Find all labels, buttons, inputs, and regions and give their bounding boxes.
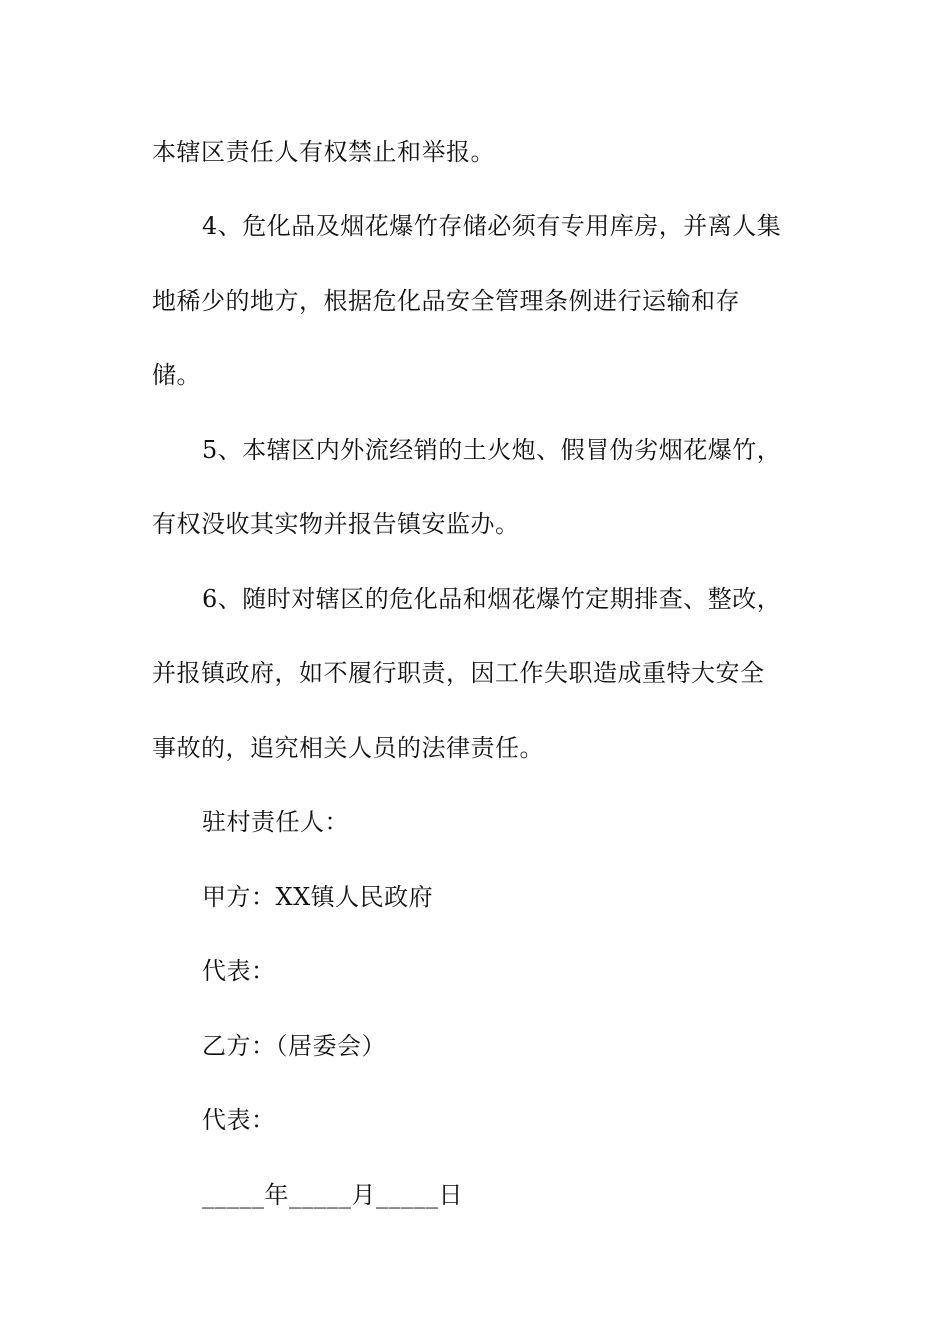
party-b-representative-label: 代表： bbox=[202, 1106, 276, 1134]
date-line: _____年_____月_____日 bbox=[202, 1181, 463, 1209]
paragraph-line: 储。 bbox=[152, 361, 201, 389]
paragraph-line: 并报镇政府，如不履行职责，因工作失职造成重特大安全 bbox=[152, 659, 765, 687]
paragraph-line: 5、本辖区内外流经销的土火炮、假冒伪劣烟花爆竹， bbox=[202, 436, 782, 464]
party-b-label: 乙方：（居委会） bbox=[202, 1032, 386, 1060]
paragraph-line: 地稀少的地方，根据危化品安全管理条例进行运输和存 bbox=[152, 287, 740, 315]
village-responsible-label: 驻村责任人： bbox=[202, 808, 349, 836]
party-a-representative-label: 代表： bbox=[202, 957, 276, 985]
party-a-label: 甲方：XX镇人民政府 bbox=[202, 883, 434, 911]
paragraph-line: 4、危化品及烟花爆竹存储必须有专用库房，并离人集 bbox=[202, 212, 782, 240]
paragraph-line: 6、随时对辖区的危化品和烟花爆竹定期排查、整改， bbox=[202, 585, 782, 613]
paragraph-line: 有权没收其实物并报告镇安监办。 bbox=[152, 510, 520, 538]
paragraph-line: 本辖区责任人有权禁止和举报。 bbox=[152, 138, 495, 166]
paragraph-line: 事故的，追究相关人员的法律责任。 bbox=[152, 734, 544, 762]
